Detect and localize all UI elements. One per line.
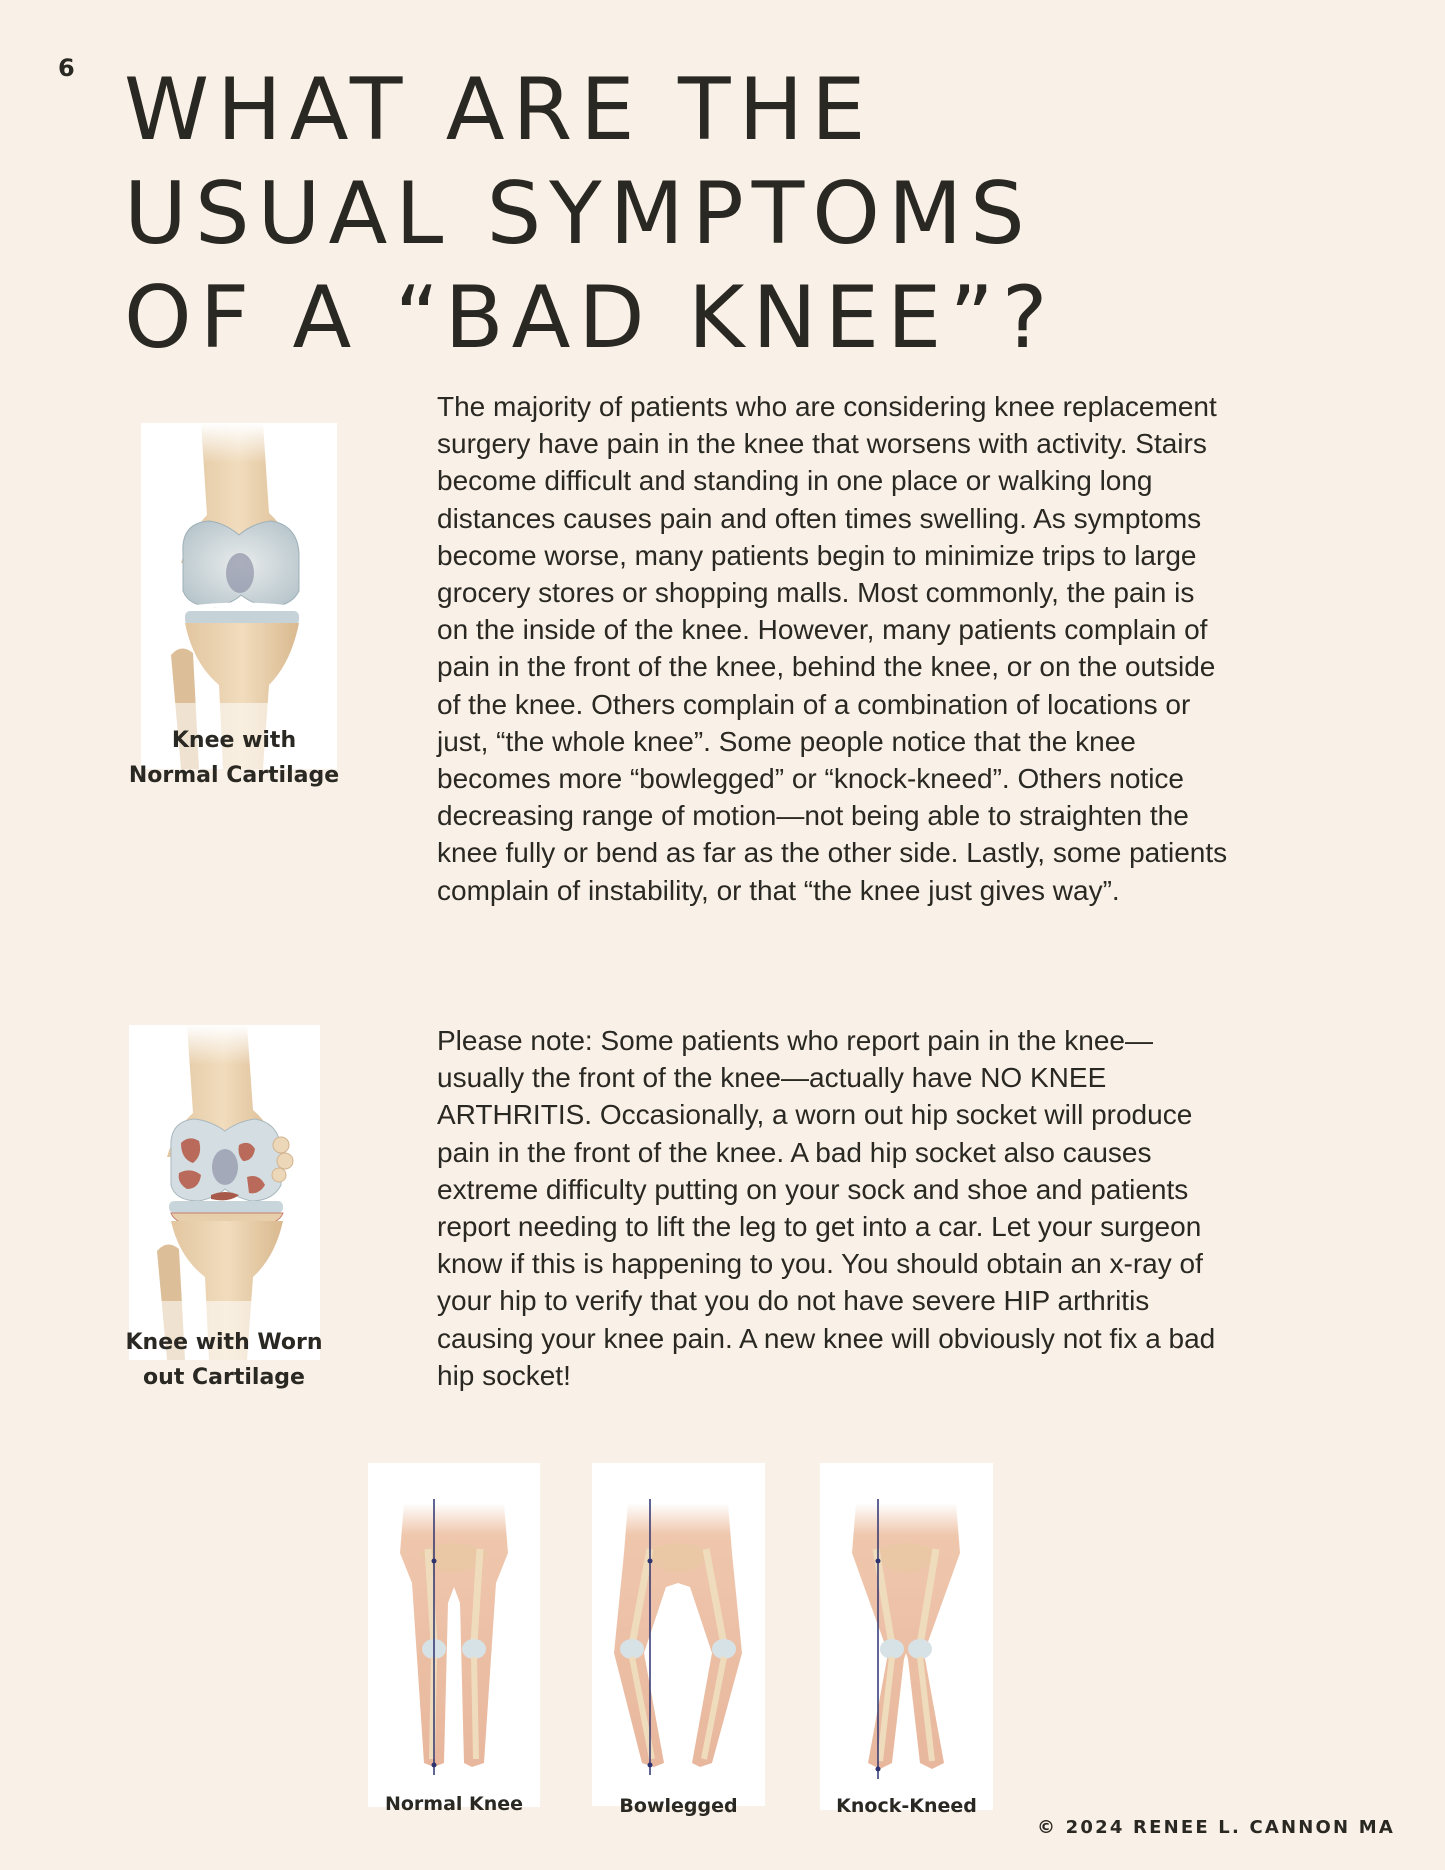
knock-kneed-label: Knock-Kneed (836, 1795, 977, 1817)
title-line: USUAL SYMPTOMS (124, 164, 1033, 264)
page-number: 6 (58, 54, 75, 82)
title-line: WHAT ARE THE (124, 60, 874, 160)
bowlegged-figure (592, 1463, 765, 1806)
worn-knee-illustration (129, 1025, 320, 1360)
copyright-notice: © 2024 RENEE L. CANNON MA (1037, 1817, 1396, 1838)
legs-knock-kneed-icon (820, 1463, 993, 1810)
title-line: OF A “BAD KNEE”? (124, 268, 1056, 368)
worn-knee-caption: Knee with Worn out Cartilage (125, 1330, 323, 1390)
hip-note-paragraph: Please note: Some patients who report pain in the knee— usually the front of the knee—actually have NO KNEE ARTHRITIS. Occasionally, a worn out hip socket will produce pain in the front of the knee. A bad hip socket also causes extreme difficulty putting on your sock and shoe and patients report needing to lift the leg to get into a car. Let your surgeon know if this is happening to you. You should obtain an x-ray of your hip to verify that you do not have severe HIP arthritis causing your knee pain. A new knee will obviously not fix a bad hip socket! (437, 1025, 1216, 1391)
knock-kneed-figure (820, 1463, 993, 1810)
symptoms-paragraph: The majority of patients who are considering knee replacement surgery have pain in the knee that worsens with activity. Stairs become difficult and standing in one place or walking long distances causes pain and often times swelling. As symptoms become worse, many patients begin to minimize trips to large grocery stores or shopping malls. Most commonly, the pain is on the inside of the knee. However, many patients complain of pain in the front of the knee, behind the knee, or on the outside of the knee. Others complain of a combination of locations or just, “the whole knee”. Some people notice that the knee becomes more “bowlegged” or “knock-kneed”. Others notice decreasing range of motion—not being able to straighten the knee fully or bend as far as the other side. Lastly, some patients complain of instability, or that “the knee just gives way”. (437, 391, 1228, 906)
legs-normal-alignment-icon (368, 1463, 540, 1807)
normal-knee-alignment-figure (368, 1463, 540, 1807)
legs-bowlegged-icon (592, 1463, 765, 1806)
page-title (124, 58, 1056, 370)
knee-worn-cartilage-icon (129, 1025, 320, 1360)
normal-knee-label: Normal Knee (384, 1793, 524, 1815)
bowlegged-label: Bowlegged (619, 1795, 738, 1817)
knee-normal-cartilage-icon (141, 423, 337, 769)
normal-knee-illustration (141, 423, 337, 769)
normal-knee-caption: Knee with Normal Cartilage (128, 728, 340, 788)
